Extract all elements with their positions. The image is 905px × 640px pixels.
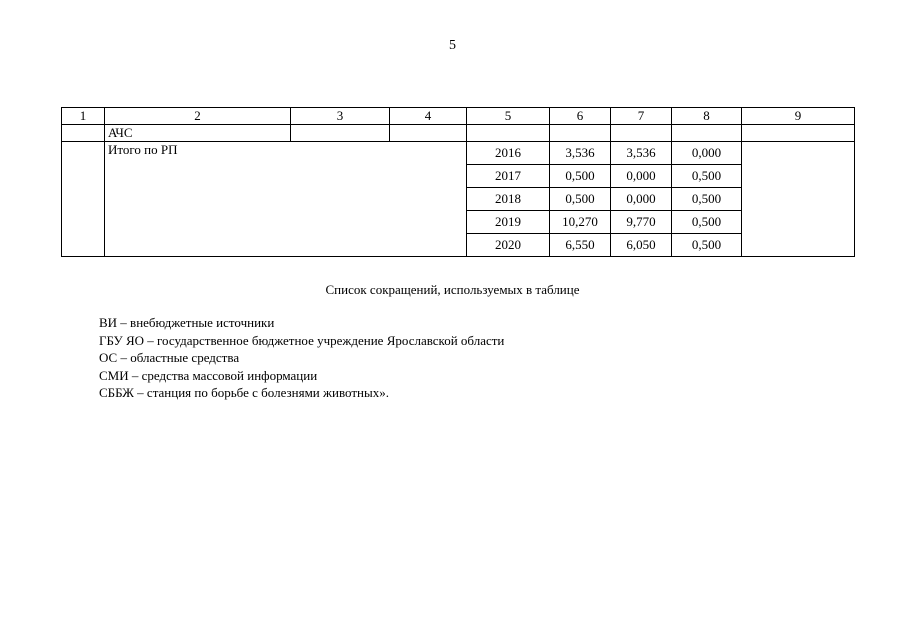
- table-cell: [742, 125, 855, 142]
- table-cell: [611, 125, 672, 142]
- year-cell: 2016: [467, 142, 550, 165]
- value-cell: 3,536: [611, 142, 672, 165]
- table-cell: [62, 142, 105, 257]
- header-cell: 9: [742, 108, 855, 125]
- table-cell: [742, 142, 855, 257]
- table-cell: [390, 125, 467, 142]
- table-row-total: [62, 142, 855, 165]
- year-cell: 2017: [467, 165, 550, 188]
- header-cell: 8: [672, 108, 742, 125]
- abbreviation-item: СМИ – средства массовой информации: [99, 367, 318, 383]
- value-cell: 9,770: [611, 211, 672, 234]
- abbreviations-title: Список сокращений, используемых в таблице: [325, 282, 580, 297]
- year-cell: 2018: [467, 188, 550, 211]
- table-cell: [291, 125, 390, 142]
- table-header-row: [62, 108, 855, 125]
- value-cell: 0,500: [550, 165, 611, 188]
- header-cell: 2: [105, 108, 291, 125]
- value-cell: 0,500: [672, 188, 742, 211]
- value-cell: 10,270: [550, 211, 611, 234]
- header-cell: 1: [62, 108, 105, 125]
- table-cell: [467, 125, 550, 142]
- value-cell: 6,050: [611, 234, 672, 257]
- total-label-cell: Итого по РП: [105, 142, 467, 257]
- abbreviation-item: ВИ – внебюджетные источники: [99, 315, 275, 330]
- value-cell: 0,000: [672, 142, 742, 165]
- table-cell: [550, 125, 611, 142]
- table-row-org: [62, 125, 855, 142]
- abbreviations-list: [99, 314, 504, 402]
- table-cell: [62, 125, 105, 142]
- data-table: [61, 107, 855, 257]
- value-cell: 0,000: [611, 165, 672, 188]
- value-cell: 0,500: [672, 211, 742, 234]
- value-cell: 0,500: [550, 188, 611, 211]
- header-cell: 7: [611, 108, 672, 125]
- abbreviation-item: ГБУ ЯО – государственное бюджетное учреждение Ярославской области: [99, 332, 505, 348]
- header-cell: 6: [550, 108, 611, 125]
- value-cell: 0,500: [672, 234, 742, 257]
- header-cell: 3: [291, 108, 390, 125]
- header-cell: 5: [467, 108, 550, 125]
- year-cell: 2019: [467, 211, 550, 234]
- header-cell: 4: [390, 108, 467, 125]
- page-number: 5: [449, 38, 456, 53]
- value-cell: 3,536: [550, 142, 611, 165]
- table-cell: [672, 125, 742, 142]
- abbreviation-item: СББЖ – станция по борьбе с болезнями животных».: [99, 385, 389, 400]
- year-cell: 2020: [467, 234, 550, 257]
- value-cell: 0,500: [672, 165, 742, 188]
- value-cell: 0,000: [611, 188, 672, 211]
- value-cell: 6,550: [550, 234, 611, 257]
- abbreviation-item: ОС – областные средства: [99, 350, 240, 365]
- org-name-cell: АЧС: [105, 125, 291, 142]
